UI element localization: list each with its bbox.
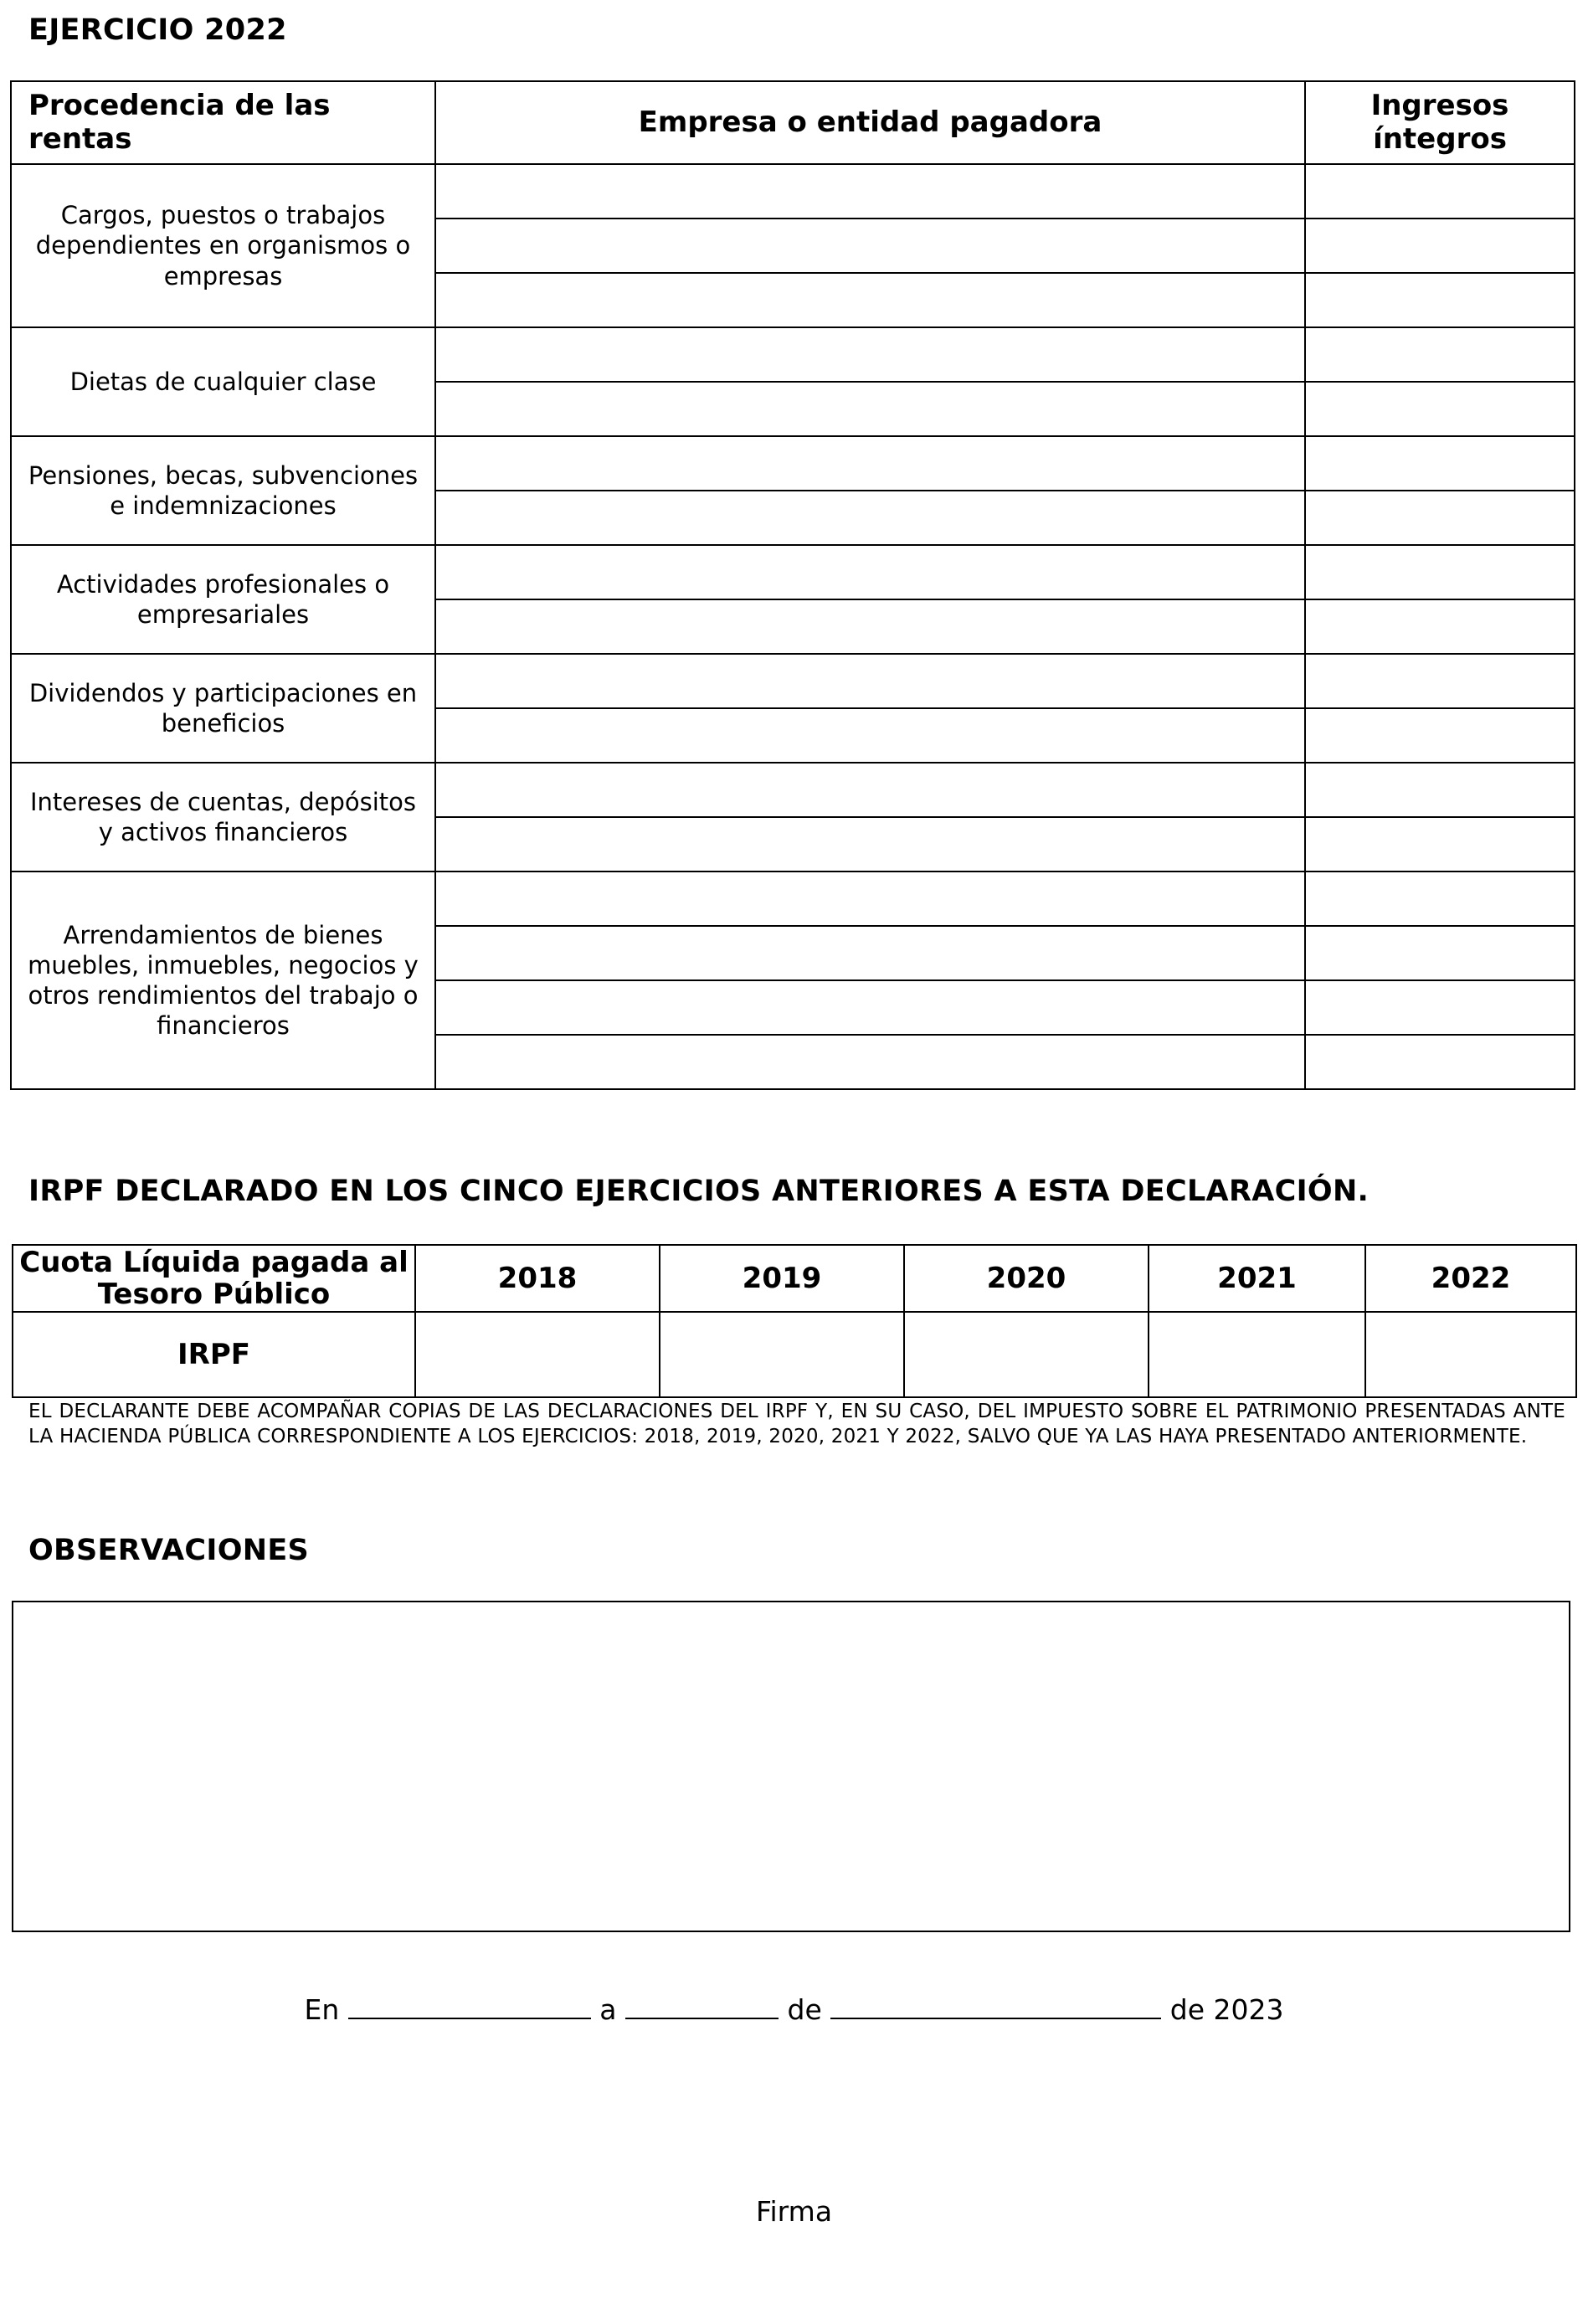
- header-empresa: Empresa o entidad pagadora: [435, 81, 1305, 164]
- income-row: [11, 436, 1575, 491]
- empresa-input-cell[interactable]: [435, 273, 1305, 327]
- ingresos-input-cell[interactable]: [1305, 980, 1575, 1035]
- category-label-line: Dividendos y participaciones en: [28, 678, 418, 707]
- ingresos-input-cell[interactable]: [1305, 436, 1575, 491]
- irpf-input-cell[interactable]: [1149, 1312, 1365, 1397]
- ingresos-input-cell[interactable]: [1305, 491, 1575, 545]
- header-cuota-liquida: [13, 1245, 415, 1312]
- category-label-line: dependientes en organismos o: [35, 231, 411, 260]
- category-label-line: Cargos, puestos o trabajos: [60, 201, 386, 230]
- income-row: [11, 872, 1575, 926]
- category-cell: [11, 763, 435, 872]
- ingresos-input-cell[interactable]: [1305, 763, 1575, 817]
- header-cuota-line2: Tesoro Público: [97, 1278, 331, 1311]
- empresa-input-cell[interactable]: [435, 545, 1305, 599]
- empresa-input-cell[interactable]: [435, 980, 1305, 1035]
- signature-label: Firma: [755, 2195, 833, 2228]
- year-header: 2018: [415, 1245, 660, 1312]
- category-label-line: beneficios: [161, 709, 285, 738]
- category-label-line: Pensiones, becas, subvenciones: [28, 460, 419, 490]
- income-row: [11, 654, 1575, 708]
- ingresos-input-cell[interactable]: [1305, 654, 1575, 708]
- ingresos-input-cell[interactable]: [1305, 708, 1575, 763]
- ingresos-input-cell[interactable]: [1305, 327, 1575, 382]
- income-row: [11, 327, 1575, 382]
- irpf-input-cell[interactable]: [660, 1312, 904, 1397]
- ingresos-input-cell[interactable]: [1305, 1035, 1575, 1089]
- place-date-line: [0, 1992, 1588, 2026]
- empresa-input-cell[interactable]: [435, 872, 1305, 926]
- ingresos-input-cell[interactable]: [1305, 599, 1575, 654]
- header-procedencia: Procedencia de las rentas: [11, 81, 435, 164]
- section-title-irpf: IRPF DECLARADO EN LOS CINCO EJERCICIOS ANTERIORES A ESTA DECLARACIÓN.: [28, 1175, 1370, 1208]
- ingresos-input-cell[interactable]: [1305, 926, 1575, 980]
- empresa-input-cell[interactable]: [435, 219, 1305, 273]
- category-label-line: empresas: [163, 261, 283, 290]
- irpf-input-cell[interactable]: [1365, 1312, 1576, 1397]
- category-label-line: y activos financieros: [98, 818, 348, 846]
- empresa-input-cell[interactable]: [435, 708, 1305, 763]
- category-label-line: Dietas de cualquier clase: [69, 367, 377, 396]
- empresa-input-cell[interactable]: [435, 491, 1305, 545]
- irpf-input-cell[interactable]: [415, 1312, 660, 1397]
- ingresos-input-cell[interactable]: [1305, 164, 1575, 219]
- label-en: En: [304, 1993, 340, 2026]
- empresa-input-cell[interactable]: [435, 654, 1305, 708]
- year-header: 2020: [904, 1245, 1149, 1312]
- irpf-input-cell[interactable]: [904, 1312, 1149, 1397]
- empresa-input-cell[interactable]: [435, 763, 1305, 817]
- category-label-line: e indemnizaciones: [110, 491, 337, 520]
- category-label-line: Actividades profesionales o: [56, 569, 390, 599]
- year-header: 2019: [660, 1245, 904, 1312]
- label-a: a: [599, 1993, 617, 2026]
- empresa-input-cell[interactable]: [435, 926, 1305, 980]
- empresa-input-cell[interactable]: [435, 436, 1305, 491]
- income-row: [11, 164, 1575, 219]
- empresa-input-cell[interactable]: [435, 382, 1305, 436]
- section-title-observaciones: OBSERVACIONES: [28, 1534, 310, 1567]
- category-cell: [11, 436, 435, 545]
- empresa-input-cell[interactable]: [435, 164, 1305, 219]
- label-de-year: de 2023: [1169, 1993, 1284, 2026]
- category-label-line: Intereses de cuentas, depósitos: [29, 787, 417, 816]
- header-ingresos-line1: Ingresos: [1370, 89, 1509, 123]
- irpf-table: [12, 1244, 1577, 1398]
- blank-day[interactable]: [625, 1992, 779, 2019]
- category-label-line: financieros: [157, 1011, 290, 1041]
- ingresos-input-cell[interactable]: [1305, 273, 1575, 327]
- header-cuota-line1: Cuota Líquida pagada al: [19, 1245, 409, 1279]
- section-title-ejercicio: EJERCICIO 2022: [28, 13, 287, 47]
- ingresos-input-cell[interactable]: [1305, 872, 1575, 926]
- ingresos-input-cell[interactable]: [1305, 219, 1575, 273]
- ingresos-input-cell[interactable]: [1305, 382, 1575, 436]
- category-cell: [11, 872, 435, 1089]
- category-label-line: otros rendimientos del trabajo o: [28, 981, 419, 1010]
- category-cell: [11, 654, 435, 763]
- declarant-note: EL DECLARANTE DEBE ACOMPAÑAR COPIAS DE LAS DECLARACIONES DEL IRPF Y, EN SU CASO, DEL IMPUESTO SOBRE EL PATRIMONIO PRESENTADAS ANTE LA HACIENDA PÚBLICA CORRESPONDIENTE A LOS EJERCICIOS: 2018, 2019, 2020, 2021 Y 2022, SALVO QUE YA LAS HAYA PRESENTADO ANTERIORMENTE.: [28, 1401, 1565, 1447]
- header-ingresos-line2: íntegros: [1373, 121, 1507, 156]
- observaciones-box[interactable]: [12, 1601, 1570, 1932]
- category-label-line: empresariales: [136, 600, 310, 629]
- ingresos-input-cell[interactable]: [1305, 817, 1575, 872]
- income-row: [11, 763, 1575, 817]
- blank-month[interactable]: [830, 1992, 1161, 2019]
- income-table: [10, 80, 1575, 1090]
- category-label-line: Arrendamientos de bienes: [63, 920, 383, 949]
- empresa-input-cell[interactable]: [435, 1035, 1305, 1089]
- empresa-input-cell[interactable]: [435, 327, 1305, 382]
- blank-place[interactable]: [348, 1992, 591, 2019]
- category-label-line: muebles, inmuebles, negocios y: [28, 950, 419, 979]
- row-label-irpf: IRPF: [13, 1312, 415, 1397]
- category-cell: [11, 164, 435, 327]
- year-header: 2021: [1149, 1245, 1365, 1312]
- empresa-input-cell[interactable]: [435, 817, 1305, 872]
- category-cell: [11, 327, 435, 436]
- empresa-input-cell[interactable]: [435, 599, 1305, 654]
- year-header: 2022: [1365, 1245, 1576, 1312]
- income-table-body: [11, 164, 1575, 1089]
- label-de: de: [787, 1993, 822, 2026]
- ingresos-input-cell[interactable]: [1305, 545, 1575, 599]
- income-row: [11, 545, 1575, 599]
- header-ingresos: [1305, 81, 1575, 164]
- category-cell: [11, 545, 435, 654]
